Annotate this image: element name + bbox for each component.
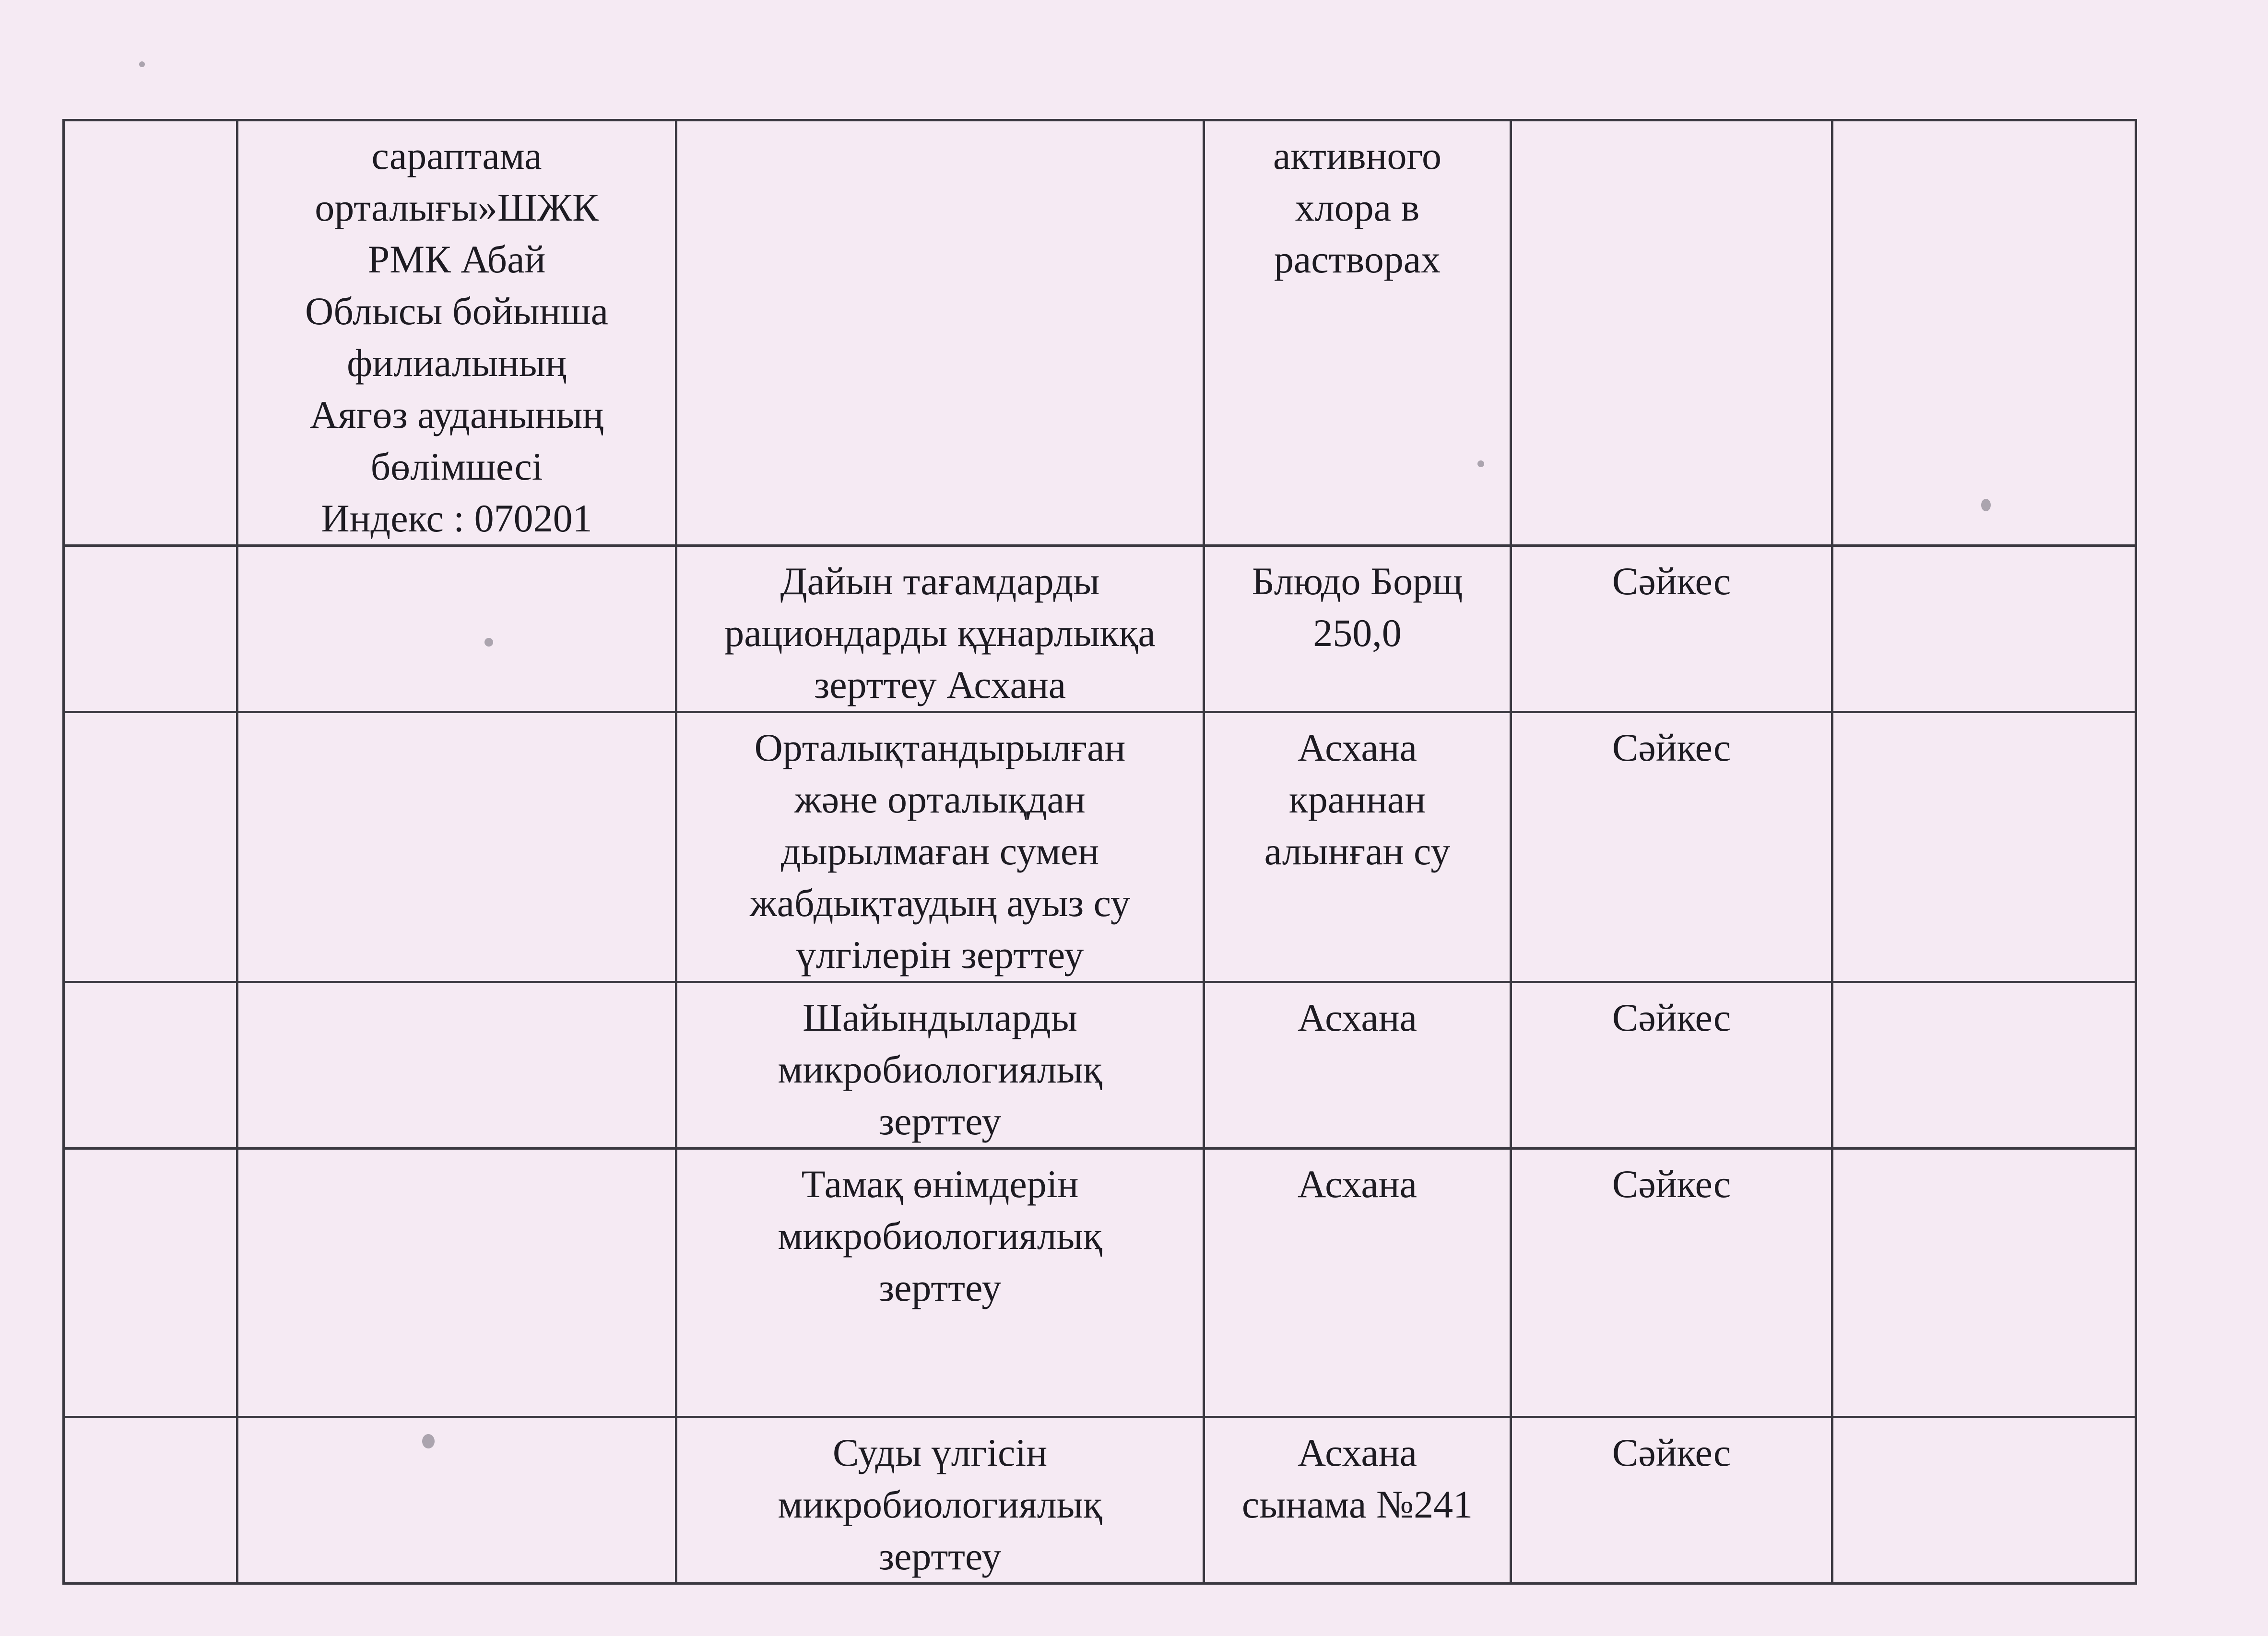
cell-text: активного хлора в растворах	[1273, 134, 1442, 281]
table-cell	[1204, 1149, 1511, 1417]
table-cell	[1204, 712, 1511, 982]
table-cell	[237, 1417, 676, 1584]
table-row	[64, 546, 2136, 712]
table-cell	[1832, 1417, 2136, 1584]
table-cell	[237, 546, 676, 712]
table-cell	[1204, 982, 1511, 1149]
cell-text: Орталықтандырылған және орталықдан дырылмаған сумен жабдықтаудың ауыз су үлгілерін зерттеу	[749, 726, 1130, 977]
table-row	[64, 1417, 2136, 1584]
table-cell	[1832, 982, 2136, 1149]
table-cell	[64, 120, 237, 546]
cell-text: Дайын тағамдарды рациондарды құнарлыкқа зерттеу Асхана	[724, 559, 1156, 706]
scan-speck	[139, 61, 145, 67]
table-cell	[1511, 1149, 1832, 1417]
table-cell	[1511, 546, 1832, 712]
cell-text: Тамақ өнімдерін микробиологиялық зерттеу	[778, 1162, 1102, 1309]
table-row	[64, 982, 2136, 1149]
table-cell	[676, 546, 1204, 712]
table-cell	[1832, 120, 2136, 546]
scan-speck	[1477, 460, 1484, 467]
table-cell	[676, 120, 1204, 546]
table-cell	[237, 712, 676, 982]
cell-text: Асхана сынама №241	[1241, 1431, 1473, 1526]
table-cell	[237, 120, 676, 546]
table-cell	[676, 982, 1204, 1149]
table-row	[64, 712, 2136, 982]
table-cell	[64, 982, 237, 1149]
scan-speck	[1981, 499, 1991, 511]
cell-text: Сәйкес	[1612, 1431, 1731, 1474]
table-cell	[1204, 1417, 1511, 1584]
cell-text: Асхана краннан алынған су	[1264, 726, 1451, 873]
table-cell	[1511, 712, 1832, 982]
table-cell	[1511, 982, 1832, 1149]
scan-speck	[484, 638, 493, 647]
table-cell	[676, 712, 1204, 982]
cell-text: Блюдо Борщ 250,0	[1252, 559, 1463, 655]
cell-text: Сәйкес	[1612, 559, 1731, 603]
table-cell	[1832, 712, 2136, 982]
table-cell	[676, 1417, 1204, 1584]
table-cell	[237, 982, 676, 1149]
cell-text: Шайындыларды микробиологиялық зерттеу	[778, 996, 1102, 1143]
table-cell	[64, 1417, 237, 1584]
table-cell	[1204, 120, 1511, 546]
table-cell	[64, 546, 237, 712]
scan-speck	[422, 1434, 435, 1448]
table-row	[64, 120, 2136, 546]
cell-text: Асхана	[1297, 1162, 1418, 1206]
table-cell	[64, 712, 237, 982]
table-row	[64, 1149, 2136, 1417]
table-cell	[237, 1149, 676, 1417]
table-cell	[64, 1149, 237, 1417]
table-cell	[1832, 546, 2136, 712]
cell-text: Сәйкес	[1612, 996, 1731, 1039]
table-cell	[1832, 1149, 2136, 1417]
table-cell	[1511, 1417, 1832, 1584]
cell-text: Сәйкес	[1612, 1162, 1731, 1206]
cell-text: сараптама орталығы»ШЖК РМК Абай Облысы бойынша филиалының Аягөз ауданының бөлімшесі Индекс : 070201	[305, 134, 609, 540]
table-cell	[1511, 120, 1832, 546]
cell-text: Асхана	[1297, 996, 1418, 1039]
table-cell	[1204, 546, 1511, 712]
cell-text: Сәйкес	[1612, 726, 1731, 769]
results-table	[62, 119, 2137, 1585]
cell-text: Суды үлгісін микробиологиялық зерттеу	[778, 1431, 1102, 1578]
table-cell	[676, 1149, 1204, 1417]
